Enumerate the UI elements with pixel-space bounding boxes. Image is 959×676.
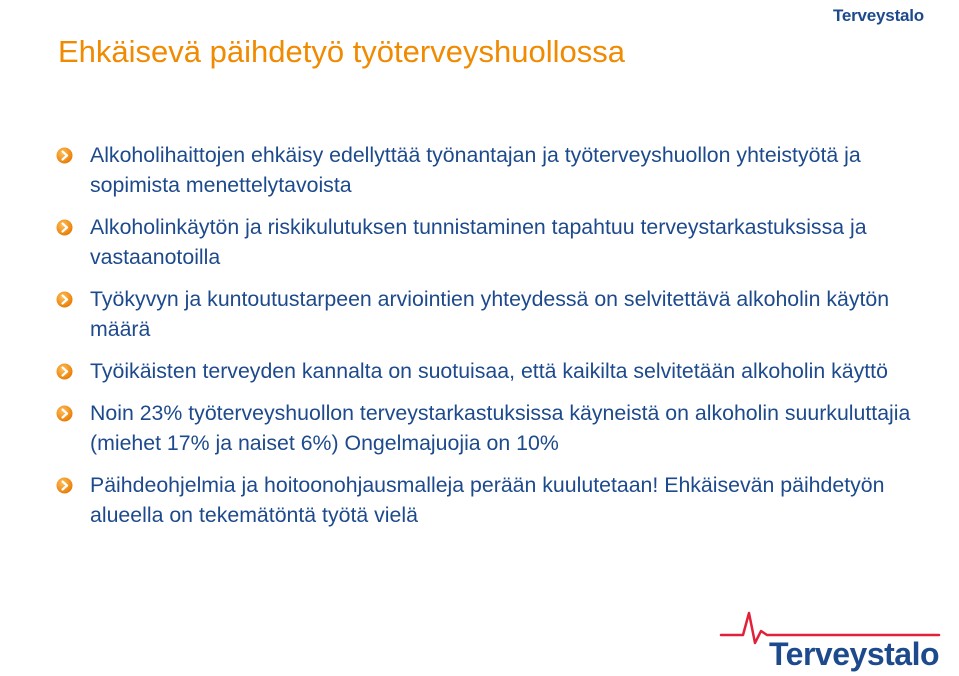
bullet-text: Päihdeohjelmia ja hoitoonohjausmalleja perään kuulutetaan! Ehkäisevän päihdetyön alueella on tekemätöntä työtä vielä — [90, 473, 885, 527]
bullet-item — [53, 356, 913, 386]
bullet-item — [53, 284, 913, 344]
terveystalo-logo-bottom — [719, 607, 941, 673]
bullet-item — [53, 470, 913, 530]
bullet-text: Alkoholihaittojen ehkäisy edellyttää työnantajan ja työterveyshuollon yhteistyötä ja sopimista menettelytavoista — [90, 143, 861, 197]
terveystalo-logo-text: Terveystalo — [769, 636, 939, 672]
terveystalo-logo-top: Terveystalo — [832, 6, 924, 25]
orange-arrow-bullet-icon — [56, 363, 73, 380]
orange-arrow-bullet-icon — [56, 477, 73, 494]
bullet-text: Noin 23% työterveyshuollon terveystarkastuksissa käyneistä on alkoholin suurkuluttajia (miehet 17% ja naiset 6%) Ongelmajuojia on 10% — [90, 401, 911, 455]
orange-arrow-bullet-icon — [56, 405, 73, 422]
bullet-list — [53, 140, 913, 542]
orange-arrow-bullet-icon — [56, 147, 73, 164]
slide-title: Ehkäisevä päihdetyö työterveyshuollossa — [58, 34, 625, 69]
bullet-text: Alkoholinkäytön ja riskikulutuksen tunnistaminen tapahtuu terveystarkastuksissa ja vastaanotoilla — [90, 215, 867, 269]
bullet-item — [53, 398, 913, 458]
bullet-text: Työkyvyn ja kuntoutustarpeen arviointien yhteydessä on selvitettävä alkoholin käytön määrä — [90, 287, 890, 341]
orange-arrow-bullet-icon — [56, 219, 73, 236]
bullet-item — [53, 140, 913, 200]
orange-arrow-bullet-icon — [56, 291, 73, 308]
bullet-text: Työikäisten terveyden kannalta on suotuisaa, että kaikilta selvitetään alkoholin käyttö — [90, 359, 888, 383]
bullet-item — [53, 212, 913, 272]
